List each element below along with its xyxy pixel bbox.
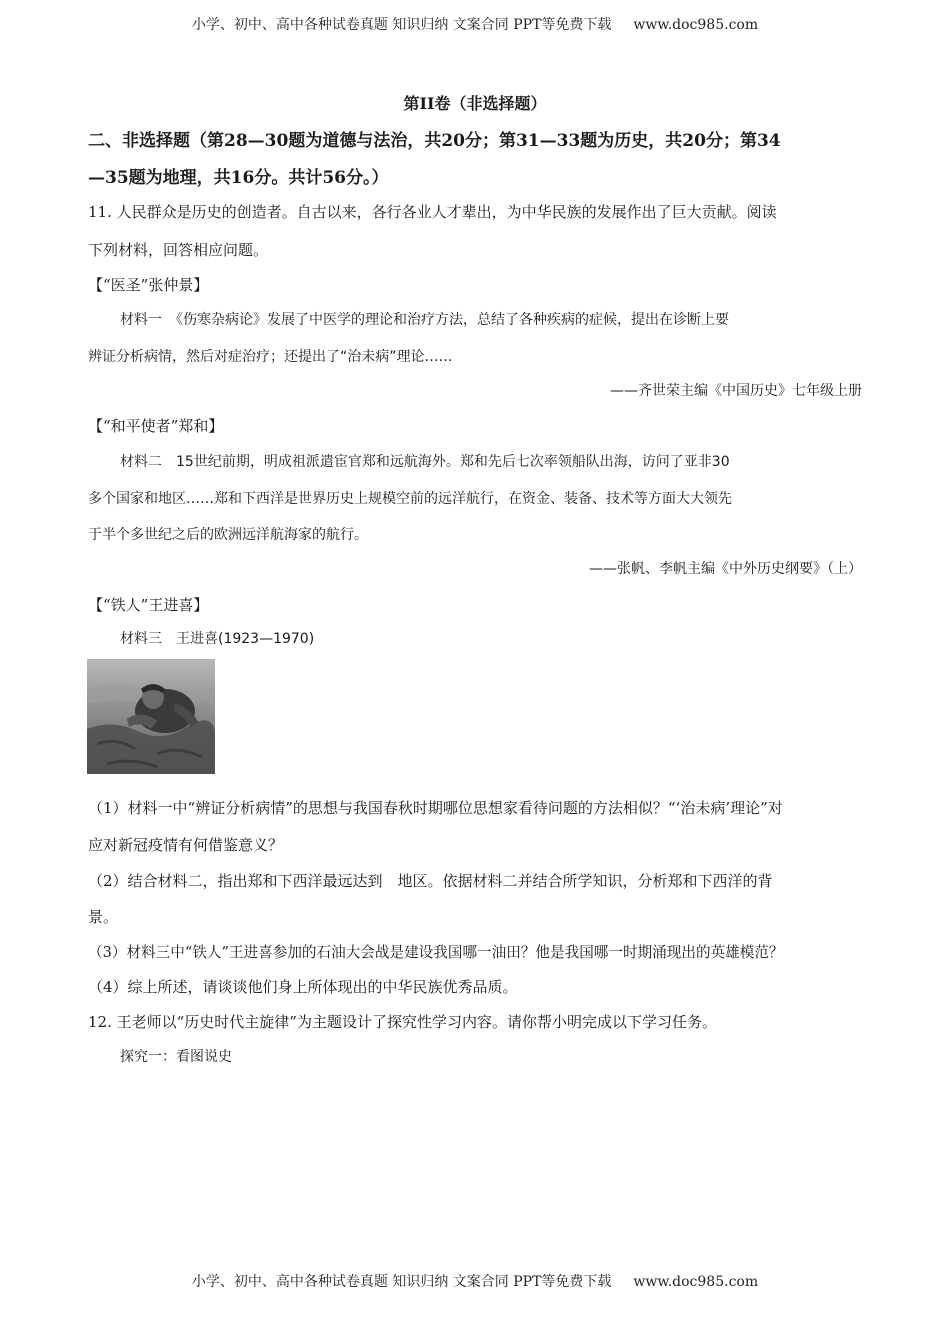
photo-illustration: [87, 659, 215, 774]
footer-text: 小学、初中、高中各种试卷真题 知识归纳 文案合同 PPT等免费下载: [191, 1274, 612, 1290]
sub-question-3: （3）材料三中“铁人”王进喜参加的石油大会战是建设我国哪一油田？他是我国哪一时期涌现出的英雄模范？: [88, 944, 784, 961]
header-text: 小学、初中、高中各种试卷真题 知识归纳 文案合同 PPT等免费下载: [191, 17, 612, 33]
section-heading-line1: 二、非选择题（第28—30题为道德与法治，共20分；第31—33题为历史，共20分；第34: [88, 131, 781, 151]
wang-jinxi-photo: [87, 659, 215, 774]
material2-line1: 材料二 15世纪前期，明成祖派遣宦官郑和远航海外。郑和先后七次率领船队出海，访问了亚非30: [120, 454, 730, 470]
q11-intro-line2: 下列材料，回答相应问题。: [88, 241, 269, 259]
material3-label: 材料三 王进喜(1923—1970): [120, 631, 315, 647]
sub-question-2-line2: 景。: [88, 908, 119, 926]
q11-intro-line1: 11. 人民群众是历史的创造者。自古以来，各行各业人才辈出，为中华民族的发展作出了巨大贡献。阅读: [88, 203, 777, 221]
material2-source: ——张帆、李帆主编《中外历史纲要》（上）: [589, 561, 862, 577]
footer-site-link[interactable]: www.doc985.com: [633, 1274, 759, 1290]
q12-task1: 探究一：看图说史: [120, 1049, 232, 1065]
material2-line2: 多个国家和地区……郑和下西洋是世界历史上规模空前的远洋航行，在资金、装备、技术等方面大大领先: [88, 491, 732, 507]
section-title: 第II卷（非选择题）: [403, 94, 547, 113]
section-heading-line2: —35题为地理，共16分。共计56分。）: [88, 168, 389, 188]
material2-line3: 于半个多世纪之后的欧洲远洋航海家的航行。: [88, 527, 368, 543]
header-site-link[interactable]: www.doc985.com: [633, 17, 759, 33]
q12-intro: 12. 王老师以“历史时代主旋律”为主题设计了探究性学习内容。请你帮小明完成以下学习任务。: [88, 1013, 717, 1031]
material1-line2: 辨证分析病情，然后对症治疗；还提出了“治未病”理论……: [88, 349, 453, 365]
person2-tag: 【“和平使者”郑和】: [88, 417, 224, 435]
person1-tag: 【“医圣”张仲景】: [88, 276, 209, 294]
page-header: [0, 14, 950, 34]
sub-question-2-line1: （2）结合材料二，指出郑和下西洋最远达到 地区。依据材料二并结合所学知识，分析郑和下西洋的背: [88, 872, 773, 890]
sub-question-1-line2: 应对新冠疫情有何借鉴意义？: [88, 836, 284, 854]
material1-source: ——齐世荣主编《中国历史》七年级上册: [610, 383, 862, 399]
sub-question-4: （4）综上所述，请谈谈他们身上所体现出的中华民族优秀品质。: [88, 978, 518, 996]
page-footer: [0, 1271, 950, 1291]
person3-tag: 【“铁人”王进喜】: [88, 596, 209, 614]
material1-line1: 材料一 《伤寒杂病论》发展了中医学的理论和治疗方法，总结了各种疾病的症候，提出在诊断上要: [120, 312, 729, 328]
sub-question-1-line1: （1）材料一中“辨证分析病情”的思想与我国春秋时期哪位思想家看待问题的方法相似？“‘治未病’理论”对: [88, 799, 783, 817]
